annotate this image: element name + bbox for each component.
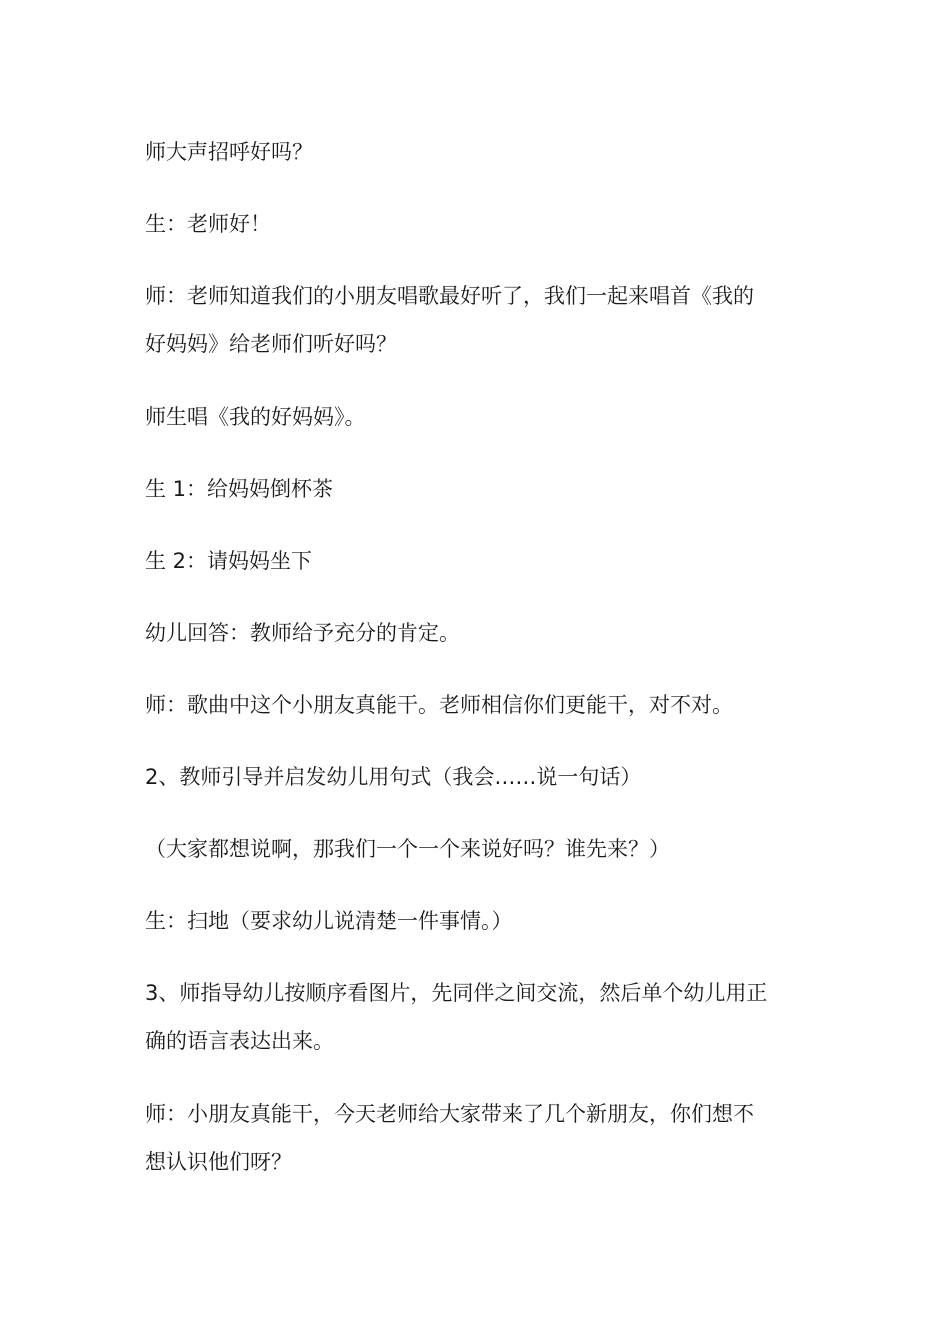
- paragraph-8: [145, 681, 810, 729]
- paragraph-line: 生：老师好！: [145, 212, 271, 236]
- paragraph-5: [145, 465, 810, 513]
- paragraph-line: 幼儿回答：教师给予充分的肯定。: [145, 621, 460, 645]
- paragraph-3: [145, 272, 810, 368]
- paragraph-7: [145, 609, 810, 657]
- paragraph-13: [145, 1090, 810, 1186]
- paragraph-12: [145, 969, 810, 1065]
- paragraph-11: [145, 897, 810, 945]
- paragraph-2: [145, 200, 810, 248]
- paragraph-line: 好妈妈》给老师们听好吗？: [145, 332, 397, 356]
- paragraph-line: 师大声招呼好吗？: [145, 140, 313, 164]
- paragraph-line: 生 2：请妈妈坐下: [145, 549, 313, 573]
- paragraph-line: （大家都想说啊，那我们一个一个来说好吗？谁先来？）: [145, 837, 670, 861]
- paragraph-line: 2、教师引导并启发幼儿用句式（我会……说一句话）: [145, 765, 642, 789]
- paragraph-line: 师：老师知道我们的小朋友唱歌最好听了，我们一起来唱首《我的: [145, 284, 754, 308]
- paragraph-line: 想认识他们呀？: [145, 1150, 292, 1174]
- paragraph-line: 师：小朋友真能干，今天老师给大家带来了几个新朋友，你们想不: [145, 1102, 754, 1126]
- paragraph-line: 生 1：给妈妈倒杯茶: [145, 477, 334, 501]
- paragraph-1: [145, 128, 810, 176]
- paragraph-line: 确的语言表达出来。: [145, 1029, 334, 1053]
- paragraph-line: 生：扫地（要求幼儿说清楚一件事情。）: [145, 909, 513, 933]
- paragraph-4: [145, 393, 810, 441]
- paragraph-line: 3、师指导幼儿按顺序看图片，先同伴之间交流，然后单个幼儿用正: [145, 981, 768, 1005]
- paragraph-line: 师：歌曲中这个小朋友真能干。老师相信你们更能干，对不对。: [145, 693, 733, 717]
- paragraph-9: [145, 753, 810, 801]
- paragraph-line: 师生唱《我的好妈妈》。: [145, 405, 366, 429]
- paragraph-6: [145, 537, 810, 585]
- paragraph-10: [145, 825, 810, 873]
